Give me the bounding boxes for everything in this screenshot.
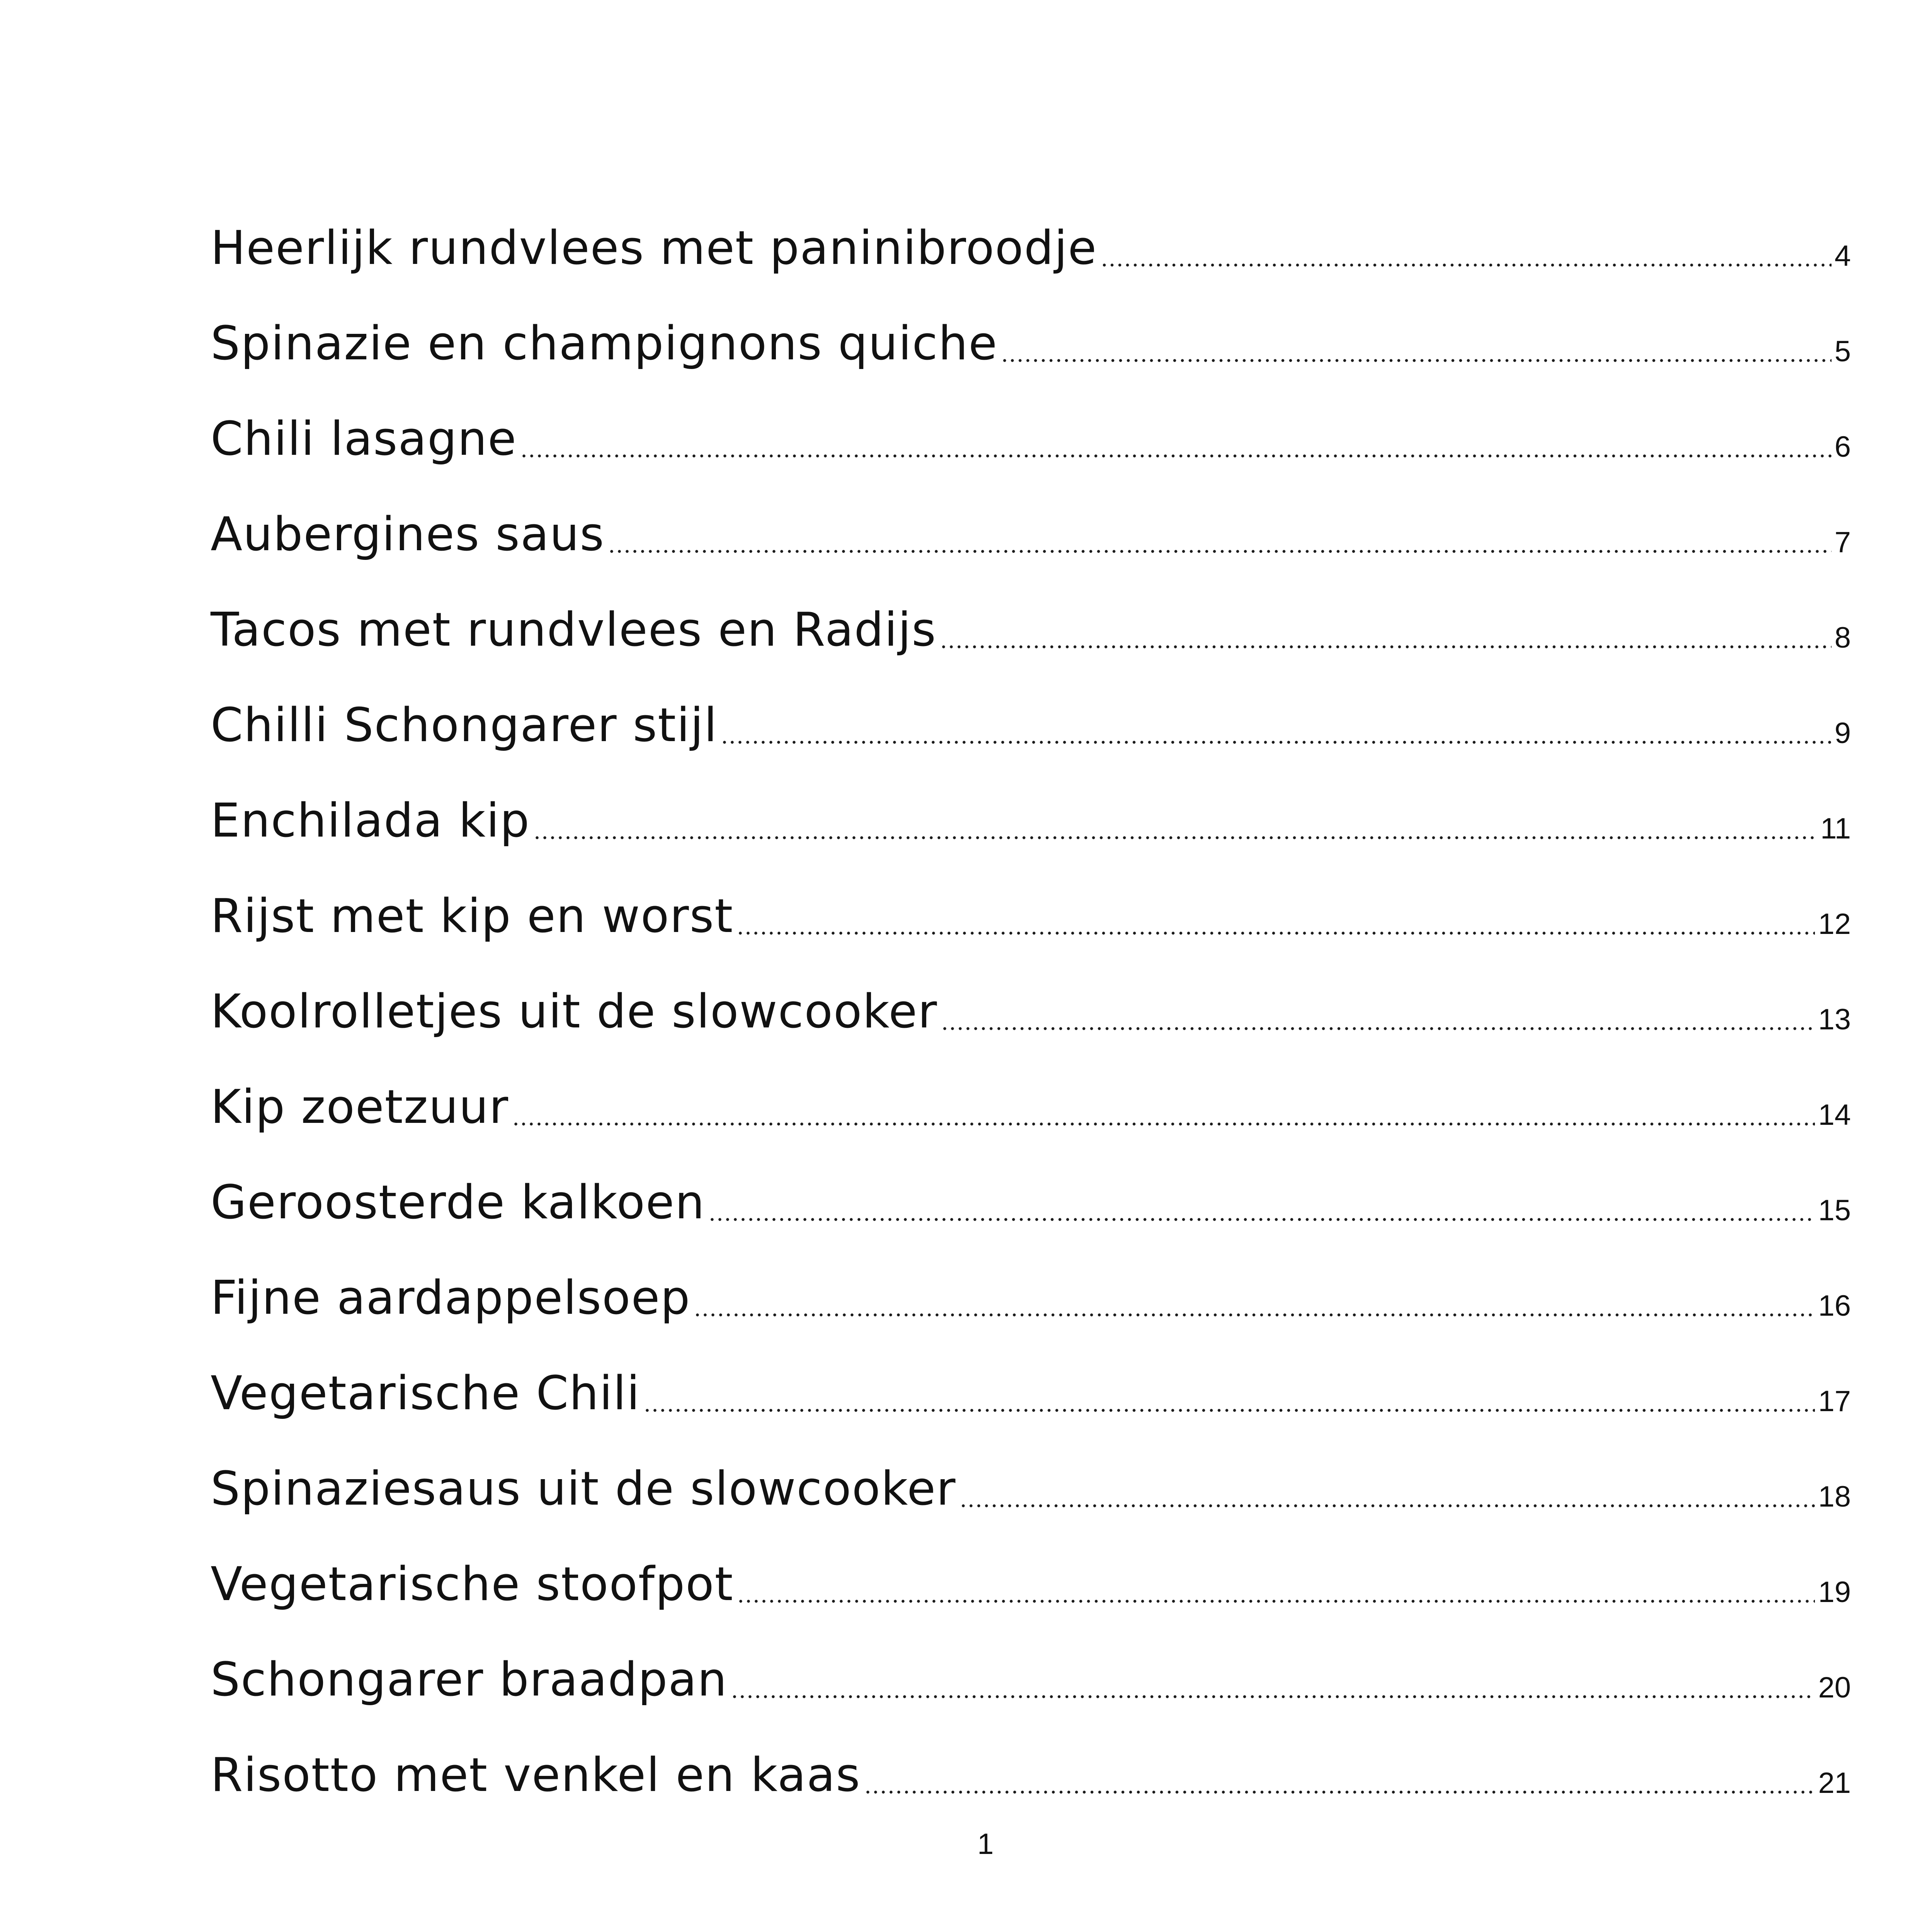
toc-entry-page: 17 xyxy=(1818,1385,1851,1418)
toc-entry-title: Vegetarische Chili xyxy=(211,1367,641,1420)
toc-dot-leader xyxy=(512,1121,1815,1127)
toc-entry-page: 20 xyxy=(1818,1671,1851,1704)
toc-entry-page: 19 xyxy=(1818,1576,1851,1609)
toc-entry-title: Chilli Schongarer stijl xyxy=(211,699,718,752)
page-number: 1 xyxy=(977,1828,994,1861)
toc-entry xyxy=(211,1323,1851,1418)
toc-dot-leader xyxy=(941,1026,1815,1031)
toc-entry xyxy=(211,750,1851,846)
toc-dot-leader xyxy=(959,1503,1815,1509)
toc-entry-title: Vegetarische stoofpot xyxy=(211,1558,734,1611)
toc-entry-title: Spinaziesaus uit de slowcooker xyxy=(211,1462,956,1516)
toc-dot-leader xyxy=(708,1217,1815,1222)
toc-entry-page: 8 xyxy=(1834,621,1851,654)
toc-entry-page: 6 xyxy=(1834,430,1851,463)
toc-entry-title: Kip zoetzuur xyxy=(211,1080,509,1134)
toc-entry xyxy=(211,655,1851,750)
toc-entry-page: 15 xyxy=(1818,1194,1851,1227)
toc-entry-title: Risotto met venkel en kaas xyxy=(211,1748,861,1802)
toc-entry xyxy=(211,1514,1851,1609)
toc-entry xyxy=(211,1705,1851,1800)
toc-entry xyxy=(211,941,1851,1037)
toc-dot-leader xyxy=(533,835,1817,840)
toc-entry-page: 7 xyxy=(1834,526,1851,559)
toc-entry-page: 18 xyxy=(1818,1480,1851,1513)
toc-dot-leader xyxy=(737,1599,1815,1604)
toc-entry-title: Tacos met rundvlees en Radijs xyxy=(211,603,937,657)
toc-dot-leader xyxy=(864,1789,1815,1795)
toc-entry-title: Spinazie en champignons quiche xyxy=(211,317,998,371)
toc-dot-leader xyxy=(731,1694,1815,1699)
toc-dot-leader xyxy=(608,549,1832,554)
toc-entry xyxy=(211,178,1851,273)
toc-entry-page: 14 xyxy=(1818,1099,1851,1131)
toc-dot-leader xyxy=(1001,358,1831,363)
toc-entry-page: 4 xyxy=(1834,240,1851,272)
toc-entry xyxy=(211,846,1851,941)
toc-entry xyxy=(211,1037,1851,1132)
toc-entry-title: Chili lasagne xyxy=(211,412,517,466)
toc-entry xyxy=(211,560,1851,655)
toc-entry xyxy=(211,1418,1851,1514)
toc-entry-title: Rijst met kip en worst xyxy=(211,889,734,943)
toc-entry xyxy=(211,1132,1851,1228)
toc-entry-page: 5 xyxy=(1834,335,1851,368)
toc-entry-page: 13 xyxy=(1818,1003,1851,1036)
toc-entry-page: 12 xyxy=(1818,908,1851,940)
toc-dot-leader xyxy=(520,453,1832,459)
toc-entry-title: Fijne aardappelsoep xyxy=(211,1271,691,1325)
toc-entry xyxy=(211,1609,1851,1705)
toc-entry-title: Heerlijk rundvlees met paninibroodje xyxy=(211,221,1097,275)
table-of-contents xyxy=(211,178,1851,1800)
toc-entry-title: Koolrolletjes uit de slowcooker xyxy=(211,985,938,1039)
toc-entry-page: 21 xyxy=(1818,1767,1851,1799)
toc-dot-leader xyxy=(736,930,1815,936)
toc-dot-leader xyxy=(940,644,1832,650)
toc-entry xyxy=(211,1228,1851,1323)
toc-dot-leader xyxy=(643,1408,1815,1413)
toc-entry-page: 16 xyxy=(1818,1289,1851,1322)
toc-entry-title: Geroosterde kalkoen xyxy=(211,1176,705,1230)
toc-entry-page: 9 xyxy=(1834,717,1851,750)
toc-entry-title: Aubergines saus xyxy=(211,508,605,561)
toc-entry-page: 11 xyxy=(1820,812,1851,845)
toc-dot-leader xyxy=(694,1312,1815,1318)
toc-entry xyxy=(211,369,1851,464)
toc-dot-leader xyxy=(721,740,1831,745)
toc-entry xyxy=(211,273,1851,369)
toc-entry-title: Enchilada kip xyxy=(211,794,530,848)
toc-entry xyxy=(211,464,1851,560)
toc-entry-title: Schongarer braadpan xyxy=(211,1653,728,1707)
toc-dot-leader xyxy=(1100,262,1832,268)
